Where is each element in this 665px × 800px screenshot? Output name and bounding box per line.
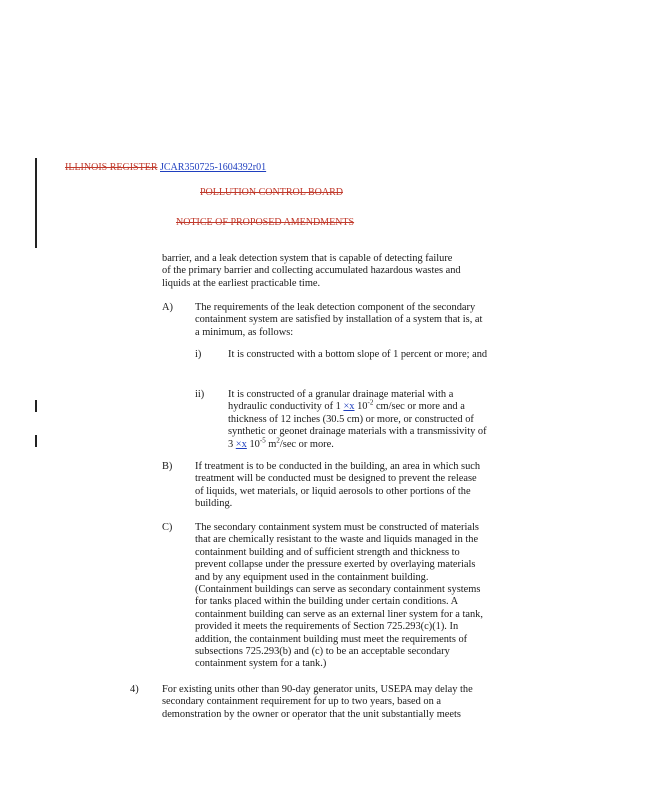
- register-inserted: JCAR350725-1604392r01: [160, 162, 267, 173]
- item-c-text: The secondary containment system must be constructed of materials that are chemically resistant to the waste and liquids managed in the containment building and of sufficient strength and thickness to prevent collapse under the pressure exerted by overlaying materials and by any equipment used in the containment building. (Containment buildings can serve as secondary containment systems for tanks placed within the building under certain conditions. A containment building can serve as an external liner system for a tank, provided it meets the requirements of Section 725.293(c)(1). In addition, the containment building must meet the requirements of subsections 725.293(b) and (c) to be an acceptable secondary containment system for a tank.): [195, 522, 483, 670]
- item-a-ii-text: It is constructed of a granular drainage material with a hydraulic conductivity of 1 ×x $10^{-2}$ cm/sec or more and a thickness of 12 inches (30.5 cm) or more, or constructed of synthetic or geonet drainage materials with a transmissivity of 3 ×x $10^{-5}$ $m^2/\sec$ or more.: [228, 389, 487, 450]
- item-4-text: For existing units other than 90-day generator units, USEPA may delay the secondary containment requirement for up to two years, based on a demonstration by the owner or operator that the unit substantially meets: [162, 684, 473, 720]
- item-c-label: C): [162, 522, 173, 533]
- item-b-text: If treatment is to be conducted in the building, an area in which such treatment will be conducted must be designed to prevent the release of liquids, wet materials, or liquid aerosols to other portions of the building.: [195, 461, 481, 510]
- change-bar: [35, 435, 37, 447]
- item-a-ii-label: ii): [195, 389, 205, 400]
- change-bar: [35, 158, 37, 248]
- item-a-i-text: It is constructed with a bottom slope of 1 percent or more; and: [228, 349, 488, 360]
- item-a-label: A): [162, 302, 173, 313]
- register-header: [65, 162, 266, 173]
- item-b-label: B): [162, 461, 173, 472]
- item-a-i-label: i): [195, 349, 202, 360]
- change-bar: [35, 400, 37, 412]
- item-4-label: 4): [130, 684, 139, 695]
- register-struck: ILLINOIS REGISTER: [65, 162, 158, 173]
- intro-paragraph: barrier, and a leak detection system that is capable of detecting failure of the primary barrier and collecting accumulated hazardous wastes and liquids at the earliest practicable time.: [162, 253, 461, 289]
- item-a-text: The requirements of the leak detection component of the secondary containment system are satisfied by installation of a system that is, at a minimum, as follows:: [195, 302, 483, 338]
- notice-header: NOTICE OF PROPOSED AMENDMENTS: [176, 217, 355, 228]
- board-header: POLLUTION CONTROL BOARD: [200, 187, 343, 198]
